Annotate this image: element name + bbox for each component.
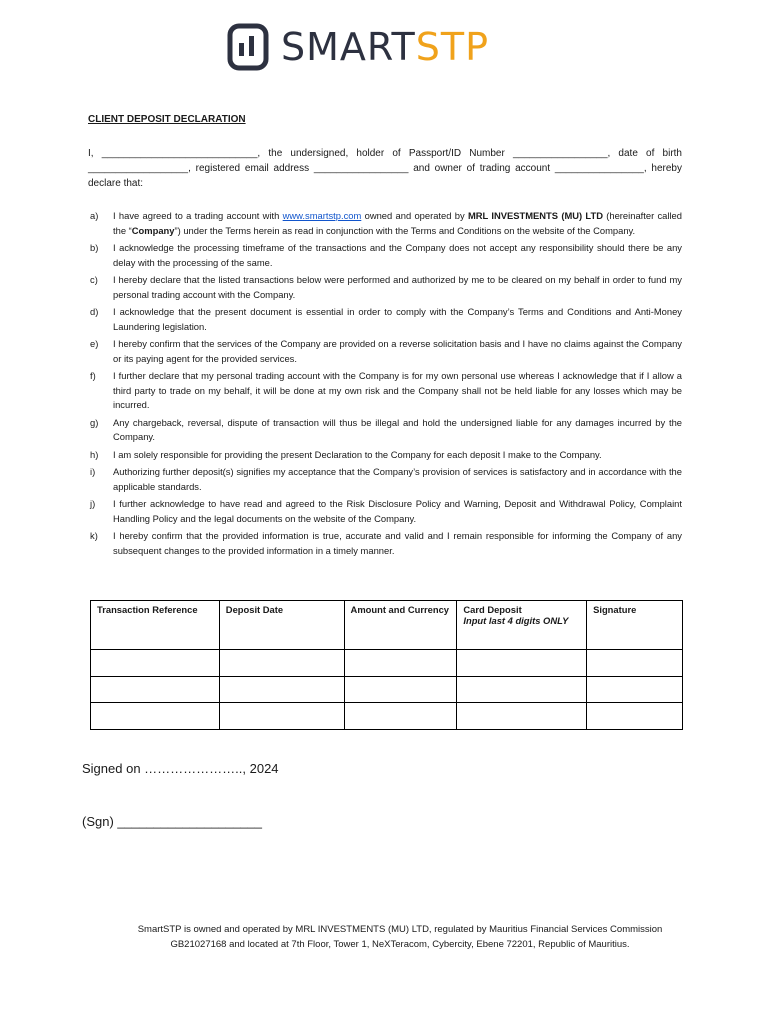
clause-text: I am solely responsible for providing the present Declaration to the Company for each deposit I make to the Company.	[113, 448, 602, 460]
table-cell[interactable]	[457, 676, 587, 703]
table-cell[interactable]	[587, 650, 683, 677]
clause-text: Any chargeback, reversal, dispute of transaction will thus be illegal and hold the undersigned liable for any damages incurred by the Company.	[113, 416, 682, 442]
footer-line-2: GB21027168 and located at 7th Floor, Tower 1, NeXTeracom, Cybercity, Ebene 72201, Republic of Mauritius.	[170, 939, 630, 950]
table-cell[interactable]	[91, 703, 220, 730]
clause-text: I acknowledge the processing timeframe of the transactions and the Company does not accept any responsibility should there be any delay with the processing of the same.	[113, 242, 682, 268]
header-card-deposit-label: Card Deposit	[463, 604, 522, 615]
table-cell[interactable]	[219, 650, 344, 677]
clause-text: I have agreed to a trading account with	[113, 210, 283, 221]
footer	[100, 922, 700, 952]
clause-text: I hereby confirm that the provided information is true, accurate and valid and I remain responsible for informing the Company of any subsequent changes to the provided information in a timely manner.	[113, 530, 682, 556]
clause-g	[88, 416, 682, 445]
table-cell[interactable]	[219, 703, 344, 730]
header-transaction-reference: Transaction Reference	[91, 601, 220, 650]
website-link[interactable]: www.smartstp.com	[282, 210, 362, 221]
intro-paragraph: I, ____________________________, the undersigned, holder of Passport/ID Number _________________, date of birth __________________, registered email address _________________ and owner of trading account ________________, hereby declare that:	[88, 148, 682, 189]
signature-line: (Sgn) ____________________	[82, 814, 263, 829]
clause-j	[88, 497, 682, 526]
clause-text: I acknowledge that the present document is essential in order to comply with the Company’s Terms and Conditions and Anti-Money Laundering legislation.	[113, 306, 682, 332]
clause-a	[88, 209, 682, 238]
signed-on-line: Signed on ………………….., 2024	[82, 761, 279, 776]
table-cell[interactable]	[587, 676, 683, 703]
clause-c	[88, 273, 682, 302]
logo-word-smart: SMART	[281, 25, 416, 69]
header-amount-currency: Amount and Currency	[344, 601, 457, 650]
clause-text: owned and operated by	[361, 210, 468, 221]
clause-text: I hereby confirm that the services of the Company are provided on a reverse solicitation basis and I have no claims against the Company or its paying agent for the provided services.	[113, 338, 682, 364]
clause-letter: a)	[90, 210, 99, 221]
company-term: Company	[131, 224, 175, 236]
table-cell[interactable]	[457, 650, 587, 677]
table-cell[interactable]	[91, 676, 220, 703]
clause-letter: j)	[90, 498, 96, 509]
document-title: CLIENT DEPOSIT DECLARATION	[88, 114, 246, 125]
clause-letter: k)	[90, 530, 98, 541]
table-cell[interactable]	[344, 650, 457, 677]
clause-letter: d)	[90, 306, 99, 317]
clause-letter: e)	[90, 338, 99, 349]
logo-wordmark	[281, 23, 489, 71]
clause-text: I further declare that my personal trading account with the Company is for my own personal use whereas I acknowledge that if I allow a third party to trade on my behalf, it will be done at my own risk and the Company shall not be held liable for any losses which may be incurred.	[113, 370, 682, 410]
header-card-deposit	[457, 601, 587, 650]
clause-text: (hereinafter called the “	[113, 210, 682, 236]
clause-letter: b)	[90, 242, 99, 253]
clause-text: Authorizing further deposit(s) signifies my acceptance that the Company’s provision of services is satisfactory and in accordance with the applicable standards.	[113, 466, 682, 492]
table-cell[interactable]	[344, 703, 457, 730]
clause-e	[88, 337, 682, 366]
clause-h	[88, 448, 682, 463]
table-cell[interactable]	[457, 703, 587, 730]
clause-letter: h)	[90, 448, 99, 460]
smartstp-logo	[227, 22, 527, 72]
table-cell[interactable]	[587, 703, 683, 730]
clause-k	[88, 529, 682, 558]
clause-f	[88, 369, 682, 413]
footer-line-1: SmartSTP is owned and operated by MRL INVESTMENTS (MU) LTD, regulated by Mauritius Financial Services Commission	[137, 924, 663, 935]
table-row	[91, 650, 683, 677]
clause-letter: g)	[90, 416, 99, 428]
clause-text: ”) under the Terms herein as read in conjunction with the Terms and Conditions on the website of the Company.	[174, 224, 636, 236]
clause-text: I hereby declare that the listed transactions below were performed and authorized by me to be cleared on my behalf in order to fund my personal trading account with the Company.	[113, 274, 682, 300]
table-cell[interactable]	[91, 650, 220, 677]
header-deposit-date: Deposit Date	[219, 601, 344, 650]
clause-i	[88, 465, 682, 494]
table-row	[91, 703, 683, 730]
card-deposit-hint: Input last 4 digits ONLY	[463, 615, 569, 626]
clause-letter: i)	[90, 466, 96, 477]
table-cell[interactable]	[344, 676, 457, 703]
clause-text: I further acknowledge to have read and agreed to the Risk Disclosure Policy and Warning, Deposit and Withdrawal Policy, Complaint Handling Policy and the legal documents on the website of the Company.	[113, 498, 682, 524]
logo-word-stp: STP	[415, 25, 490, 69]
table-cell[interactable]	[219, 676, 344, 703]
company-name: MRL INVESTMENTS (MU) LTD	[467, 210, 603, 221]
declaration-clauses	[88, 209, 682, 561]
transactions-table	[90, 600, 683, 730]
header-signature: Signature	[587, 601, 683, 650]
table-row	[91, 676, 683, 703]
clause-letter: f)	[90, 370, 96, 381]
table-header-row	[91, 601, 683, 650]
clause-b	[88, 241, 682, 270]
clause-letter: c)	[90, 274, 98, 285]
clause-d	[88, 305, 682, 334]
smartstp-logo-icon	[227, 23, 269, 71]
